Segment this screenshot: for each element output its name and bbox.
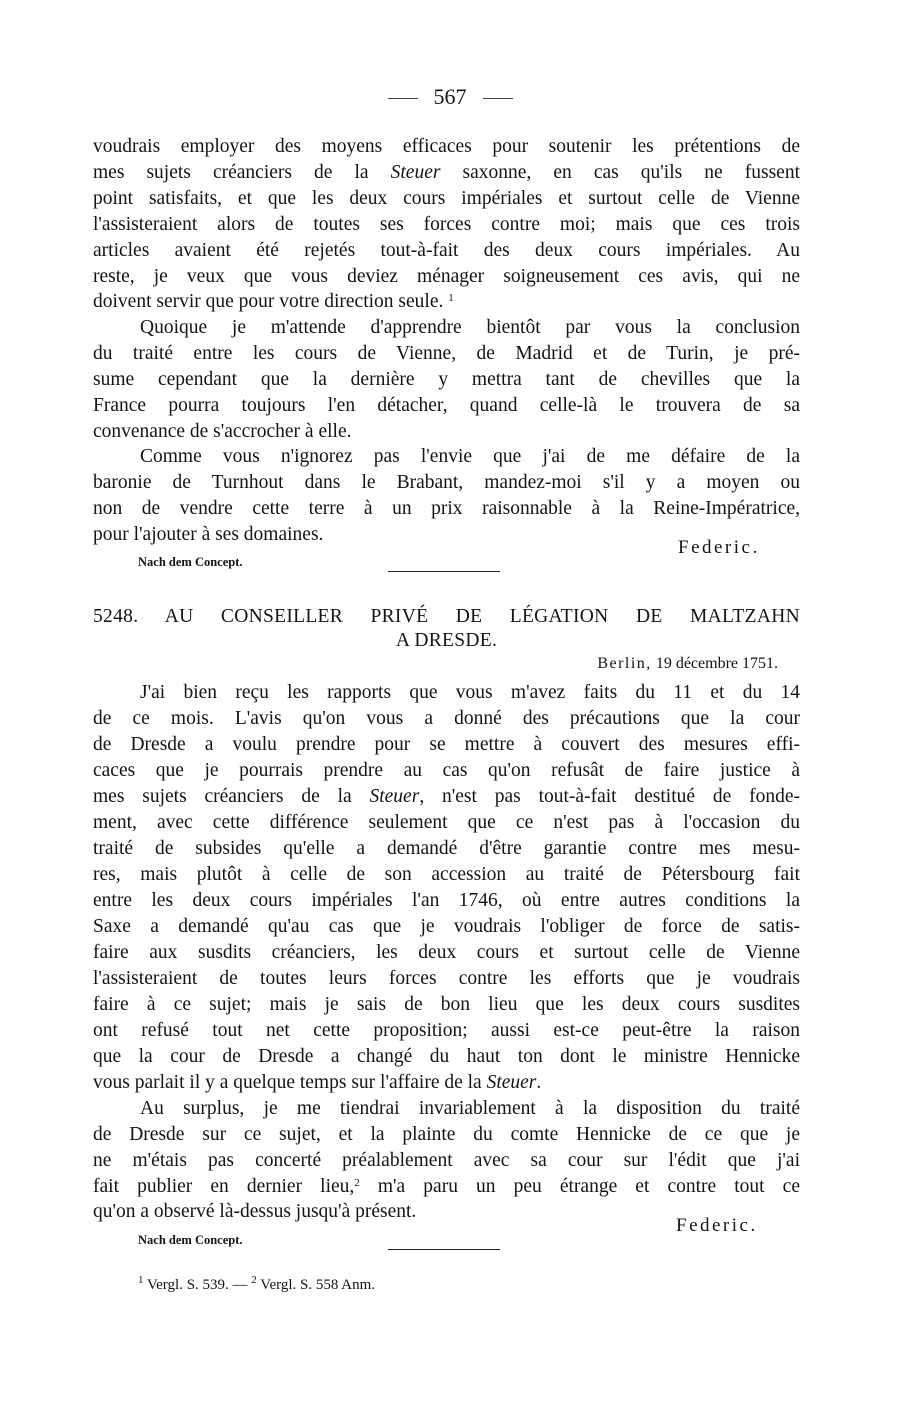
text-line: non de vendre cette terre à un prix raisonnable à la Reine-Impératrice, [93, 498, 800, 519]
text-line: pour l'ajouter à ses domaines. [93, 524, 324, 545]
text-line: l'assisteraient alors de toutes ses forces contre moi; mais que ces trois [93, 214, 800, 235]
text-line: fait publier en dernier lieu,$^2$ m'a paru un peu étrange et contre tout ce [93, 1176, 800, 1197]
text-line: res, mais plutôt à celle de son accession au traité de Pétersbourg fait [93, 864, 800, 885]
text-line: de ce mois. L'avis qu'on vous a donné des précautions que la cour [93, 708, 800, 729]
text-line: vous parlait il y a quelque temps sur l'affaire de la Steuer. [93, 1072, 542, 1093]
text-line: ne m'étais pas concerté préalablement avec sa cour sur l'édit que j'ai [93, 1150, 800, 1171]
text-line: ment, avec cette différence seulement que ce n'est pas à l'occasion du [93, 812, 800, 833]
text-line: du traité entre les cours de Vienne, de Madrid et de Turin, je pré- [93, 343, 800, 364]
text-line: faire aux susdits créanciers, les deux cours et surtout celle de Vienne [93, 942, 800, 963]
letter-heading-line2: A DRESDE. [395, 630, 498, 651]
signature: Federic. [678, 537, 760, 558]
section-divider [388, 1249, 500, 1250]
text-line: caces que je pourrais prendre au cas qu'on refusât de faire justice à [93, 760, 800, 781]
footnote-ref: 2 [354, 1177, 360, 1189]
letter-heading: 5248. AU CONSEILLER PRIVÉ DE LÉGATION DE MALTZAHN [93, 606, 800, 627]
text-line: de Dresde a voulu prendre pour se mettre à couvert des mesures effi- [93, 734, 800, 755]
italic-term: Steuer [390, 162, 441, 183]
footnote-ref: 1 [448, 292, 454, 304]
text-line: point satisfaits, et que les deux cours impériales et surtout celle de Vienne [93, 188, 800, 209]
text-line: Saxe a demandé qu'au cas que je voudrais l'obliger de force de satis- [93, 916, 800, 937]
text-line: sume cependant que la dernière y mettra tant de chevilles que la [93, 369, 800, 390]
text-line: entre les deux cours impériales l'an 1746, où entre autres conditions la [93, 890, 800, 911]
footnote-mark: 1 [138, 1274, 144, 1286]
text-line: mes sujets créanciers de la Steuer saxonne, en cas qu'ils ne fussent [93, 162, 800, 183]
text-line: de Dresde sur ce sujet, et la plainte du comte Hennicke de ce que je [93, 1124, 800, 1145]
text-line: doivent servir que pour votre direction seule. $^1$ [93, 291, 454, 312]
dash-left [388, 98, 418, 99]
page-number: 567 [0, 84, 900, 110]
text-line: Comme vous n'ignorez pas l'envie que j'ai de me défaire de la [140, 446, 800, 467]
text-line: Quoique je m'attende d'apprendre bientôt par vous la conclusion [140, 317, 800, 338]
footnote-2: Vergl. S. 558 Anm. [260, 1277, 376, 1293]
dateline: Berlin, 19 décembre 1751. [597, 655, 778, 672]
text-line: convenance de s'accrocher à elle. [93, 421, 352, 442]
italic-term: Steuer [369, 786, 420, 807]
source-note: Nach dem Concept. [138, 1233, 243, 1247]
text-line: reste, je veux que vous deviez ménager soigneusement ces avis, qui ne [93, 266, 800, 287]
text-line: que la cour de Dresde a changé du haut ton dont le ministre Hennicke [93, 1046, 800, 1067]
italic-term: Steuer [486, 1072, 537, 1093]
text-line: voudrais employer des moyens efficaces pour soutenir les prétentions de [93, 136, 800, 157]
footnote-1: Vergl. S. 539. — [146, 1277, 248, 1293]
section-divider [388, 571, 500, 572]
text-line: l'assisteraient de toutes leurs forces contre les efforts que je voudrais [93, 968, 800, 989]
text-line: qu'on a observé là-dessus jusqu'à présent. [93, 1201, 417, 1222]
text-line: articles avaient été rejetés tout-à-fait des deux cours impériales. Au [93, 240, 800, 261]
text-line: mes sujets créanciers de la Steuer, n'est pas tout-à-fait destitué de fonde- [93, 786, 800, 807]
footnote-mark: 2 [251, 1274, 257, 1286]
text-line: J'ai bien reçu les rapports que vous m'avez faits du 11 et du 14 [140, 682, 800, 703]
text-line: baronie de Turnhout dans le Brabant, mandez-moi s'il y a moyen ou [93, 472, 800, 493]
signature: Federic. [676, 1215, 758, 1236]
footnotes [138, 1274, 376, 1294]
text-line: Au surplus, je me tiendrai invariablement à la disposition du traité [140, 1098, 800, 1119]
text-line: traité de subsides qu'elle a demandé d'être garantie contre mes mesu- [93, 838, 800, 859]
dash-right [483, 98, 513, 99]
text-line: faire à ce sujet; mais je sais de bon lieu que les deux cours susdites [93, 994, 800, 1015]
source-note: Nach dem Concept. [138, 555, 243, 569]
text-line: France pourra toujours l'en détacher, quand celle-là le trouvera de sa [93, 395, 800, 416]
text-line: ont refusé tout net cette proposition; aussi est-ce peut-être la raison [93, 1020, 800, 1041]
